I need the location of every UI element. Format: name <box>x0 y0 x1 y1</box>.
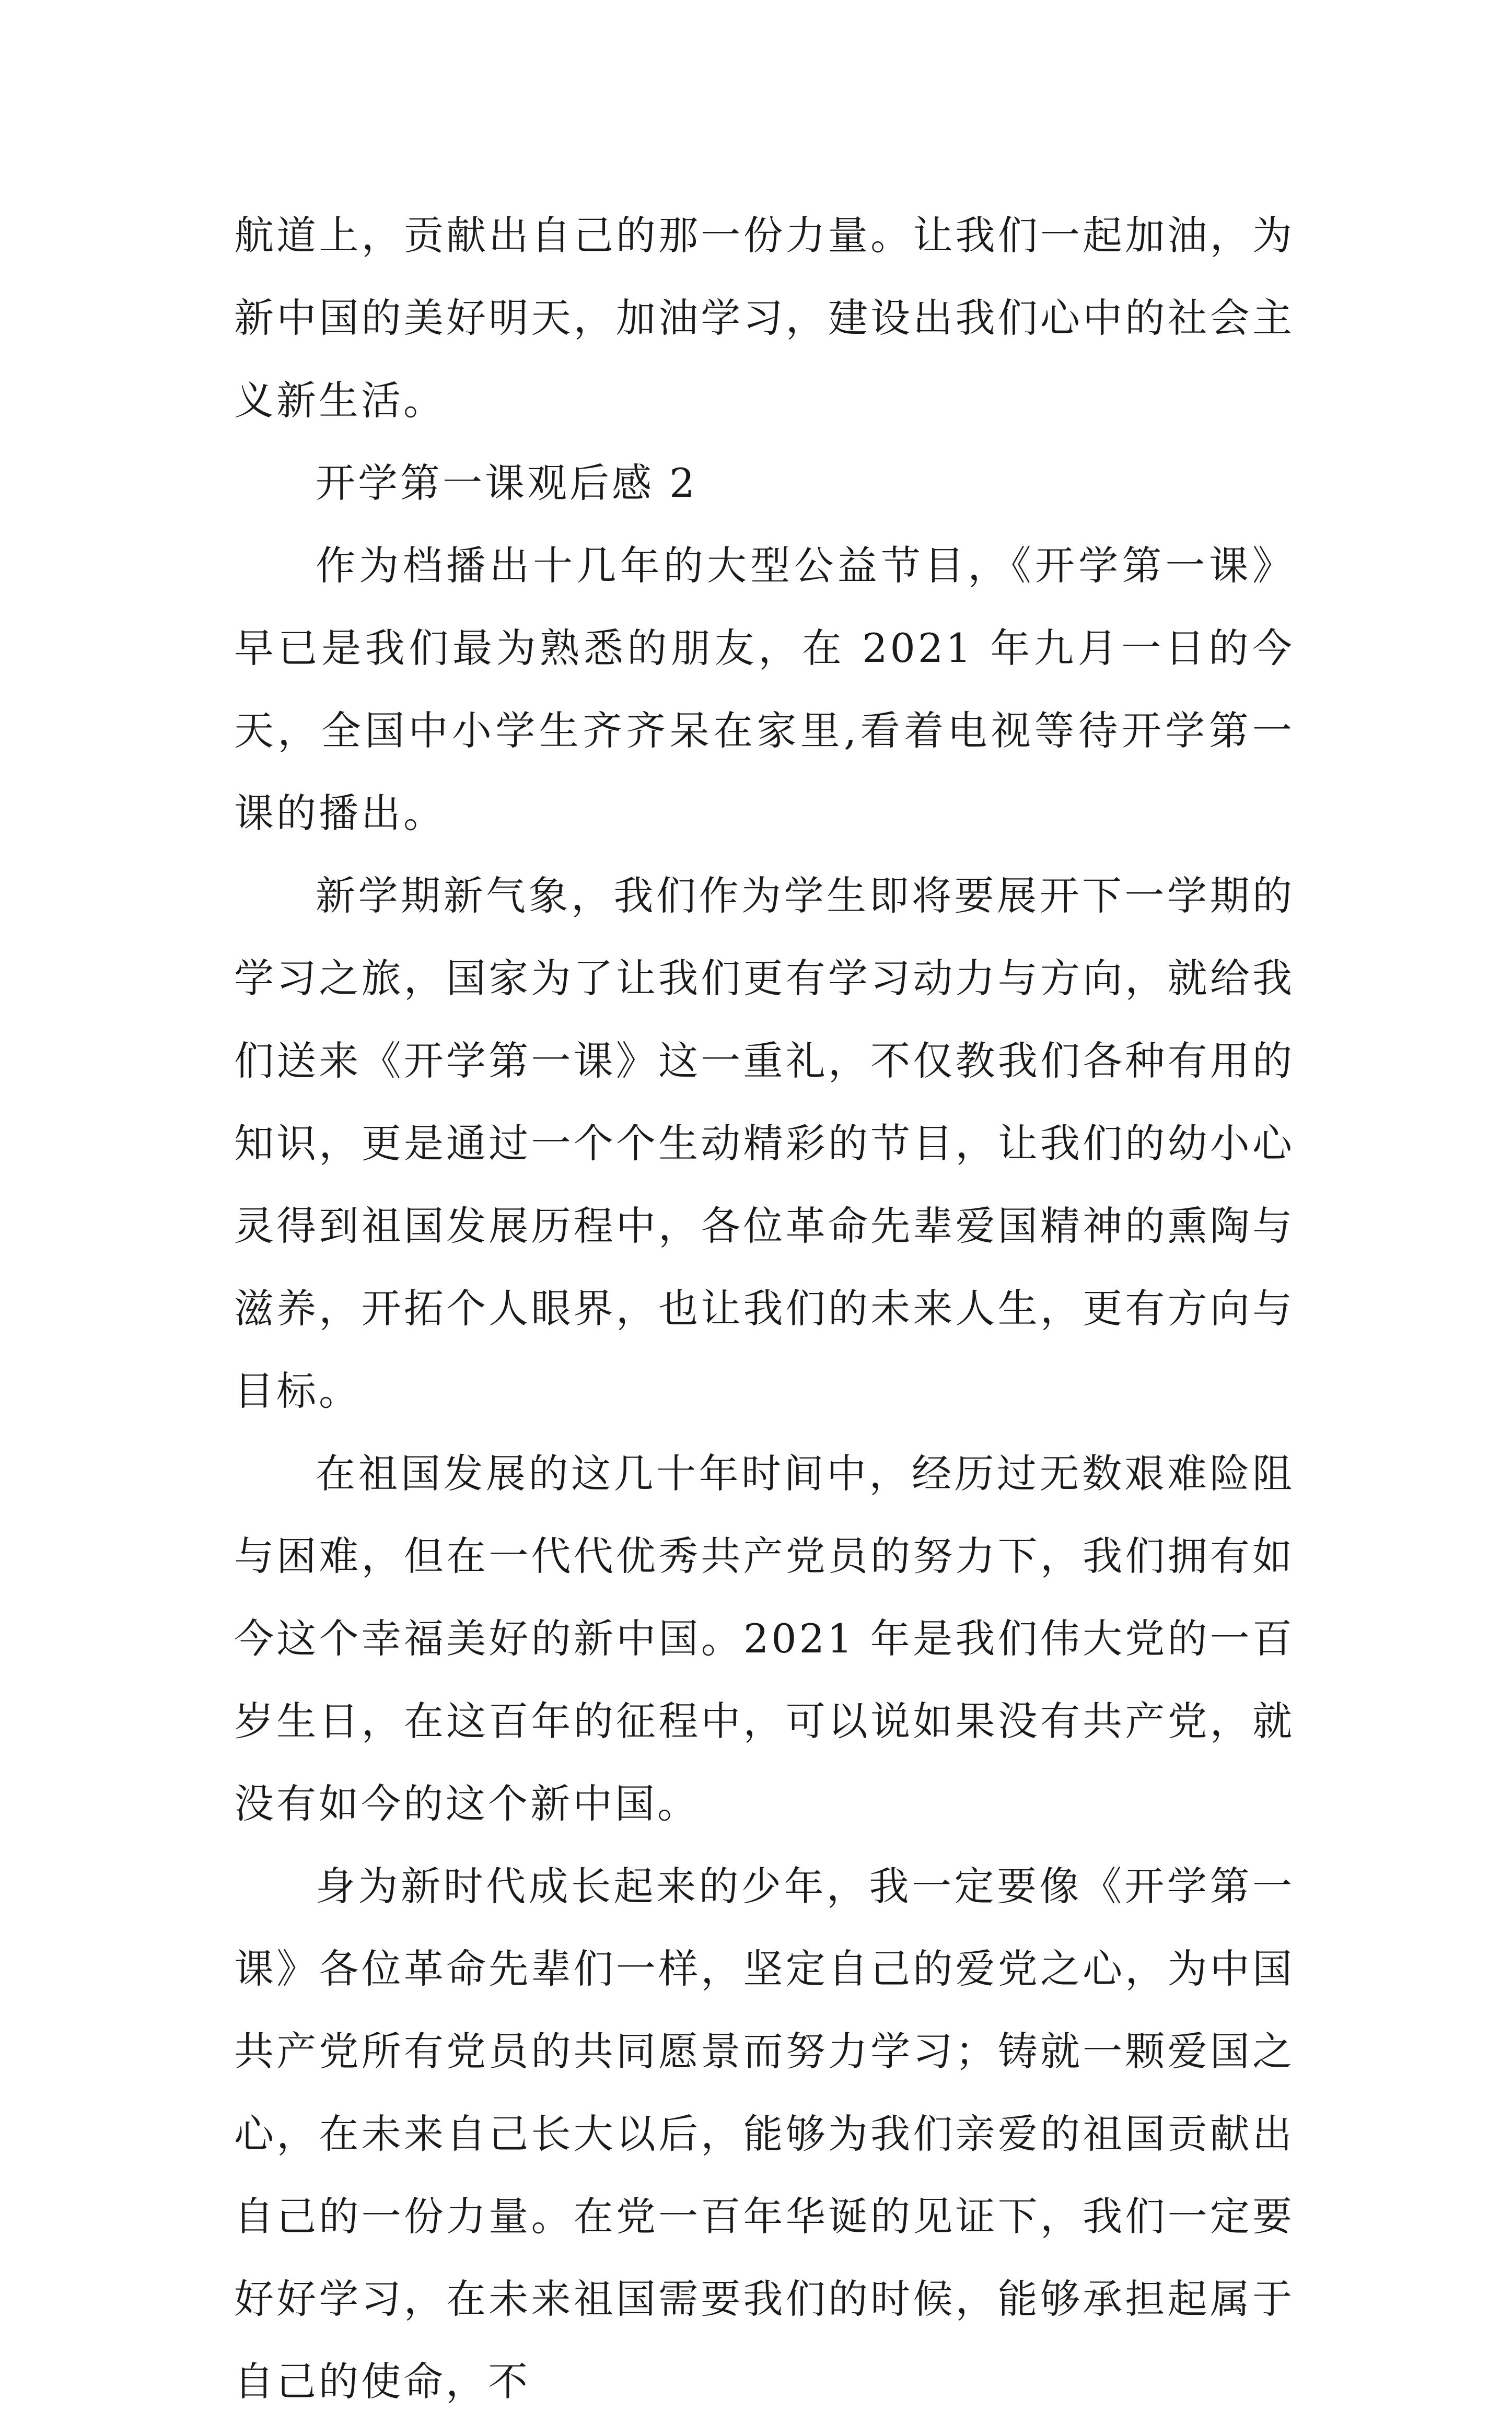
paragraph: 新学期新气象，我们作为学生即将要展开下一学期的学习之旅，国家为了让我们更有学习动力与方向，就给我们送来《开学第一课》这一重礼，不仅教我们各种有用的知识，更是通过一个个生动精彩的节目，让我们的幼小心灵得到祖国发展历程中，各位革命先辈爱国精神的熏陶与滋养，开拓个人眼界，也让我们的未来人生，更有方向与目标。 <box>234 872 1295 1414</box>
paragraph: 在祖国发展的这几十年时间中，经历过无数艰难险阻与困难，但在一代代优秀共产党员的努力下，我们拥有如今这个幸福美好的新中国。2021 年是我们伟大党的一百岁生日，在这百年的征程中，可以说如果没有共产党，就没有如今的这个新中国。 <box>234 1450 1295 1827</box>
paragraph-continuation: 航道上，贡献出自己的那一份力量。让我们一起加油，为新中国的美好明天，加油学习，建设出我们心中的社会主义新生活。 <box>234 212 1295 424</box>
document-body <box>234 194 1295 2423</box>
paragraph: 作为档播出十几年的大型公益节目，《开学第一课》早已是我们最为熟悉的朋友，在 2021 年九月一日的今天，全国中小学生齐齐呆在家里,看着电视等待开学第一课的播出。 <box>234 542 1295 836</box>
paragraph: 身为新时代成长起来的少年，我一定要像《开学第一课》各位革命先辈们一样，坚定自己的爱党之心，为中国共产党所有党员的共同愿景而努力学习；铸就一颗爱国之心，在未来自己长大以后，能够为我们亲爱的祖国贡献出自己的一份力量。在党一百年华诞的见证下，我们一定要好好学习，在未来祖国需要我们的时候，能够承担起属于自己的使命，不 <box>234 1863 1295 2405</box>
section-heading: 开学第一课观后感 2 <box>316 460 697 506</box>
